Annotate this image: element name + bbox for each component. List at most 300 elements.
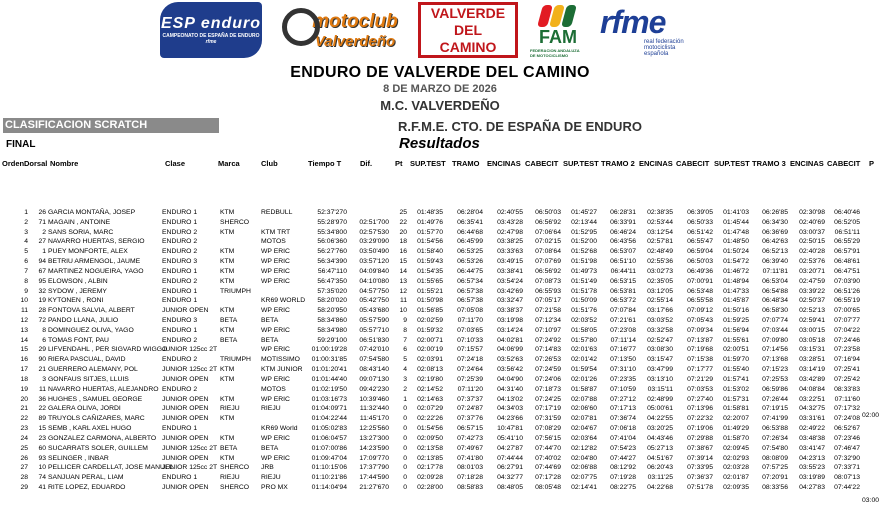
table-cell: 06:47'51 bbox=[834, 267, 860, 275]
table-cell: 01:48'35 bbox=[417, 209, 443, 216]
table-cell: 07:05'43 bbox=[687, 317, 713, 325]
table-cell: BETA bbox=[220, 444, 238, 452]
table-cell: 15 bbox=[399, 258, 407, 266]
table-cell: 22 bbox=[20, 415, 28, 423]
side-value: 02:00 bbox=[862, 412, 880, 419]
table-cell: 01:51'49 bbox=[571, 277, 597, 285]
table-cell: 06:54'88 bbox=[762, 287, 788, 295]
table-cell: 06:44'11 bbox=[610, 267, 636, 275]
classification-banner: CLASIFICACION SCRATCH bbox=[3, 118, 219, 133]
table-cell: KTM bbox=[220, 267, 235, 275]
table-cell: 01:51'98 bbox=[571, 258, 597, 266]
table-cell: 08:01'03 bbox=[457, 464, 483, 472]
table-cell: ELOWSON , ALBIN bbox=[48, 277, 108, 285]
table-cell: 01:58'70 bbox=[723, 434, 749, 442]
table-cell: 08:05'48 bbox=[535, 483, 561, 491]
table-cell: KR69 World bbox=[261, 425, 298, 433]
column-header: ENCINAS bbox=[790, 159, 824, 168]
table-cell: 13:27'300 bbox=[359, 434, 389, 442]
table-cell: 02:53'76 bbox=[799, 258, 825, 266]
table-cell: 07:13'68 bbox=[762, 356, 788, 364]
table-cell: 0 bbox=[403, 425, 407, 433]
table-cell: 04:34'03 bbox=[497, 405, 523, 413]
table-cell: 07:54'80 bbox=[762, 444, 788, 452]
table-cell: 9 bbox=[403, 317, 407, 325]
table-cell: 07:18'28 bbox=[457, 474, 483, 482]
table-cell: RIEJU bbox=[220, 474, 240, 482]
table-cell: 07:19'15 bbox=[762, 405, 788, 413]
event-date: 8 DE MARZO DE 2026 bbox=[383, 83, 497, 95]
table-cell: 57:35'020 bbox=[317, 287, 347, 295]
table-cell: 03:47'99 bbox=[647, 366, 673, 374]
table-cell: 28 bbox=[20, 474, 28, 482]
table-cell: 02:14'41 bbox=[571, 483, 597, 491]
table-cell: WP ERIC bbox=[261, 307, 290, 315]
table-row bbox=[0, 326, 880, 335]
table-cell: 04:51'67 bbox=[647, 454, 673, 462]
table-cell: 06:33'91 bbox=[610, 218, 636, 226]
table-cell: 21 bbox=[38, 366, 46, 374]
table-cell: 06:53'07 bbox=[610, 248, 636, 256]
table-cell: WP ERIC bbox=[261, 395, 290, 403]
table-cell: 01:50'16 bbox=[723, 307, 749, 315]
table-cell: 01:51'76 bbox=[571, 307, 597, 315]
table-cell: 07:11'60 bbox=[834, 395, 860, 403]
table-cell: 07:44'44 bbox=[497, 454, 523, 462]
table-cell: 02:48'99 bbox=[647, 395, 673, 403]
table-cell: 06:55'29 bbox=[834, 238, 860, 246]
table-cell: 01:14:04'94 bbox=[311, 483, 347, 491]
column-header: Nombre bbox=[50, 159, 79, 168]
table-cell: 01:59'54 bbox=[571, 366, 597, 374]
table-cell: 01:00:31'85 bbox=[311, 356, 347, 364]
table-header bbox=[0, 159, 880, 169]
table-cell: MAGAIN , ANTOINE bbox=[48, 218, 111, 226]
table-cell: 07:36'74 bbox=[610, 415, 636, 423]
table-cell: 02:49'22 bbox=[799, 425, 825, 433]
stage-label: FINAL bbox=[6, 139, 36, 150]
table-cell: 07:12'34 bbox=[535, 317, 561, 325]
table-cell: PANDO LLANA, JULIO bbox=[48, 317, 119, 325]
table-cell: 03:42'89 bbox=[799, 375, 825, 383]
table-cell: 03:52'63 bbox=[497, 356, 523, 364]
table-cell: 07:10'97 bbox=[535, 326, 561, 334]
table-cell: ENDURO 2 bbox=[162, 248, 198, 256]
table-cell: 0 bbox=[403, 405, 407, 413]
table-cell: 04:43'46 bbox=[647, 434, 673, 442]
table-cell: 5 bbox=[24, 248, 28, 256]
table-cell: 07:24'87 bbox=[457, 405, 483, 413]
table-cell: 07:25'39 bbox=[457, 375, 483, 383]
table-cell: 02:59'41 bbox=[799, 317, 825, 325]
table-cell: 0 bbox=[403, 454, 407, 462]
table-cell: SEMB , KARL AXEL HUGO bbox=[48, 425, 132, 433]
table-row bbox=[0, 306, 880, 315]
table-cell: RIEJU bbox=[220, 405, 240, 413]
logo-banner bbox=[0, 0, 880, 62]
table-cell: 07:13'50 bbox=[610, 356, 636, 364]
table-cell: 01:04:22'44 bbox=[311, 415, 347, 423]
table-cell: 04:32'77 bbox=[497, 474, 523, 482]
table-row bbox=[0, 287, 880, 296]
table-cell: 8 bbox=[42, 326, 46, 334]
table-cell: 09:07'130 bbox=[359, 375, 389, 383]
table-cell: 58:20'020 bbox=[317, 297, 347, 305]
table-cell: 01:59'43 bbox=[417, 258, 443, 266]
table-cell: 7 bbox=[403, 336, 407, 344]
table-cell: ENDURO 2 bbox=[162, 277, 198, 285]
table-cell: 60 bbox=[38, 444, 46, 452]
table-cell: 02:00'51 bbox=[723, 346, 749, 354]
table-cell: 06:57'34 bbox=[457, 277, 483, 285]
table-cell: 02:09'45 bbox=[723, 444, 749, 452]
table-cell: 02:14'63 bbox=[417, 395, 443, 403]
table-row bbox=[0, 228, 880, 237]
table-cell: 07:42'010 bbox=[359, 346, 389, 354]
table-cell: 07:19'68 bbox=[687, 346, 713, 354]
table-cell: 06:35'41 bbox=[457, 218, 483, 226]
table-cell: 07:23'58 bbox=[834, 346, 860, 354]
table-cell: 02:06'88 bbox=[571, 464, 597, 472]
table-cell: 03:55'23 bbox=[799, 464, 825, 472]
table-cell: 23 bbox=[38, 434, 46, 442]
table-cell: 06:39'40 bbox=[762, 258, 788, 266]
table-cell: 22 bbox=[399, 218, 407, 226]
table-cell: 01:59'70 bbox=[723, 356, 749, 364]
table-cell: ENDURO 1 bbox=[162, 474, 198, 482]
table-cell: 01:51'78 bbox=[571, 287, 597, 295]
table-cell: ENDURO 2 bbox=[162, 238, 198, 246]
rfme-logo: rfme real federación motociclista española bbox=[600, 4, 684, 57]
table-cell: 11:32'440 bbox=[359, 405, 389, 413]
table-cell: 71 bbox=[38, 218, 46, 226]
table-cell: NAVARRO HUERTAS, ALEJANDRO bbox=[48, 385, 159, 393]
table-cell: 07:24'25 bbox=[535, 395, 561, 403]
table-cell: 03:41'47 bbox=[799, 444, 825, 452]
table-cell: 58:34'860 bbox=[317, 317, 347, 325]
table-cell: 01:00:19'28 bbox=[311, 346, 347, 354]
table-cell: 01:03:16'73 bbox=[311, 395, 347, 403]
table-cell: 07:51'78 bbox=[687, 483, 713, 491]
table-cell: JUNIOR 125cc 2T bbox=[162, 346, 218, 354]
table-cell: 02:13'58 bbox=[417, 444, 443, 452]
table-cell: WP ERIC bbox=[261, 267, 290, 275]
table-cell: 01:54'72 bbox=[723, 258, 749, 266]
table-cell: JUNIOR OPEN bbox=[162, 454, 209, 462]
table-row bbox=[0, 355, 880, 364]
table-cell: 10:39'460 bbox=[359, 395, 389, 403]
table-cell: 02:04'67 bbox=[571, 425, 597, 433]
table-cell: TOMAS FONT, PAU bbox=[48, 336, 109, 344]
table-cell: 02:00'19 bbox=[417, 346, 443, 354]
table-row bbox=[0, 424, 880, 433]
table-cell: 06:58'30 bbox=[762, 307, 788, 315]
table-cell: 06:59'04 bbox=[687, 248, 713, 256]
table-cell: 9 bbox=[24, 287, 28, 295]
table-row bbox=[0, 336, 880, 345]
table-cell: KTM bbox=[220, 277, 235, 285]
table-cell: 11:45'170 bbox=[359, 415, 389, 423]
table-cell: 03:38'41 bbox=[497, 267, 523, 275]
table-cell: 8 bbox=[403, 326, 407, 334]
table-cell: KTM bbox=[220, 454, 235, 462]
column-header: Marca bbox=[218, 159, 240, 168]
column-header: ENCINAS bbox=[639, 159, 673, 168]
table-row bbox=[0, 316, 880, 325]
table-cell: 07:08'29 bbox=[535, 425, 561, 433]
table-cell: 36 bbox=[38, 395, 46, 403]
table-cell: 23 bbox=[20, 425, 28, 433]
table-cell: 06:55'58 bbox=[687, 297, 713, 305]
table-cell: 26 bbox=[38, 209, 46, 216]
table-cell: 06:39'05 bbox=[687, 209, 713, 216]
table-cell: ENDURO 1 bbox=[162, 326, 198, 334]
table-cell: 02:02'93 bbox=[723, 454, 749, 462]
table-cell: 01:57'31 bbox=[723, 395, 749, 403]
table-cell: 06:34'30 bbox=[762, 218, 788, 226]
table-cell: 02:07'75 bbox=[571, 474, 597, 482]
table-cell: 03:00'37 bbox=[799, 228, 825, 236]
table-cell: DOMINGUEZ OLIVA, YAGO bbox=[48, 326, 134, 334]
table-cell: 02:13'85 bbox=[417, 454, 443, 462]
table-cell: 04:31'40 bbox=[497, 385, 523, 393]
table-cell: 01:52'68 bbox=[571, 248, 597, 256]
table-cell: 07:17'77 bbox=[687, 366, 713, 374]
table-cell: 07:37'37 bbox=[457, 395, 483, 403]
table-cell: 3 bbox=[403, 375, 407, 383]
table-row bbox=[0, 375, 880, 384]
table-cell: 02:07'81 bbox=[571, 415, 597, 423]
table-cell: 01:57'70 bbox=[417, 228, 443, 236]
table-cell: KTM bbox=[220, 209, 235, 216]
table-cell: 03:00'15 bbox=[799, 326, 825, 334]
table-cell: 08:48'05 bbox=[497, 483, 523, 491]
table-cell: 56:27'760 bbox=[317, 248, 347, 256]
table-cell: 07:33'95 bbox=[687, 464, 713, 472]
table-cell: 06:36'69 bbox=[762, 228, 788, 236]
table-cell: SUCARRATS SOLER, GUILLEM bbox=[48, 444, 148, 452]
table-cell: 07:23'46 bbox=[834, 434, 860, 442]
table-cell: 0 bbox=[403, 474, 407, 482]
table-cell: 20 bbox=[399, 228, 407, 236]
event-organizer: M.C. VALVERDEÑO bbox=[380, 98, 500, 113]
table-cell: 02:51'700 bbox=[359, 218, 389, 226]
table-cell: KTM bbox=[220, 434, 235, 442]
table-cell: 02:38'35 bbox=[647, 209, 673, 216]
table-row bbox=[0, 345, 880, 354]
table-cell: 11 bbox=[38, 385, 46, 393]
table-cell: 07:54'23 bbox=[610, 444, 636, 452]
table-cell: 02:01'87 bbox=[723, 474, 749, 482]
table-cell: PRO MX bbox=[261, 483, 288, 491]
table-cell: 06:49'36 bbox=[687, 267, 713, 275]
table-cell: 22 bbox=[38, 405, 46, 413]
table-cell: 32 bbox=[38, 287, 46, 295]
table-cell: 01:50'98 bbox=[417, 297, 443, 305]
table-cell: 07:54'580 bbox=[359, 356, 389, 364]
table-cell: 0 bbox=[403, 415, 407, 423]
table-cell: 07:24'64 bbox=[457, 366, 483, 374]
column-header: CABECIT bbox=[827, 159, 861, 168]
table-cell: 07:14'56 bbox=[762, 346, 788, 354]
table-cell: BETA bbox=[220, 317, 238, 325]
table-cell: 06:28'04 bbox=[457, 209, 483, 216]
table-cell: 07:03'53 bbox=[687, 385, 713, 393]
table-row bbox=[0, 444, 880, 453]
table-cell: 06:51'26 bbox=[834, 287, 860, 295]
table-cell: 04:22'68 bbox=[647, 483, 673, 491]
table-cell: SANJUAN PERAL, LIAM bbox=[48, 474, 124, 482]
fam-mark-icon bbox=[538, 5, 578, 27]
table-cell: 03:22'51 bbox=[799, 395, 825, 403]
table-cell: 07:07'69 bbox=[535, 258, 561, 266]
column-header: Dorsal bbox=[24, 159, 48, 168]
table-cell: 07:19'28 bbox=[610, 474, 636, 482]
table-cell: 07:29'88 bbox=[687, 434, 713, 442]
table-cell: 10 bbox=[20, 297, 28, 305]
table-cell: 6 bbox=[24, 258, 28, 266]
table-cell: 08:33'56 bbox=[762, 483, 788, 491]
table-cell: 04:10'080 bbox=[359, 277, 389, 285]
table-cell: KTM bbox=[220, 375, 235, 383]
table-cell: ENDURO 1 bbox=[162, 425, 198, 433]
table-cell: 07:16'77 bbox=[610, 346, 636, 354]
table-cell: KYTONEN , RONI bbox=[48, 297, 104, 305]
column-header: SUP.TEST bbox=[714, 159, 750, 168]
table-cell: 07:08'73 bbox=[535, 277, 561, 285]
table-cell: 07:56'15 bbox=[535, 434, 561, 442]
table-cell: 07:46'47 bbox=[834, 444, 860, 452]
table-cell: 05:57'590 bbox=[359, 317, 389, 325]
table-cell: 1 bbox=[403, 395, 407, 403]
table-cell: 09:42'230 bbox=[359, 385, 389, 393]
table-cell: JUNIOR 125cc 2T bbox=[162, 366, 218, 374]
column-header: SUP.TEST bbox=[410, 159, 446, 168]
table-cell: 03:33'63 bbox=[497, 248, 523, 256]
table-cell: SHERCO bbox=[220, 464, 250, 472]
table-cell: 08:58'83 bbox=[457, 483, 483, 491]
table-cell: 01:52'95 bbox=[571, 228, 597, 236]
table-cell: 07:10'33 bbox=[457, 336, 483, 344]
table-cell: 4 bbox=[24, 238, 28, 246]
table-row bbox=[0, 404, 880, 413]
table-cell: 03:15'31 bbox=[799, 346, 825, 354]
table-cell: 02:30'98 bbox=[799, 209, 825, 216]
table-cell: WP ERIC bbox=[261, 346, 290, 354]
table-cell: 02:12'82 bbox=[571, 444, 597, 452]
table-cell: 06:53'48 bbox=[687, 287, 713, 295]
table-cell: 17:44'590 bbox=[359, 474, 389, 482]
table-cell: 07:24'18 bbox=[457, 356, 483, 364]
table-cell: 02:03'52 bbox=[571, 317, 597, 325]
table-cell: 07:07'84 bbox=[610, 307, 636, 315]
table-cell: 03:11'25 bbox=[647, 474, 673, 482]
column-header: TRAMO 2 bbox=[601, 159, 635, 168]
table-cell: 01:10:15'06 bbox=[311, 464, 347, 472]
table-cell: 12 bbox=[20, 317, 28, 325]
table-cell: 89 bbox=[38, 415, 46, 423]
table-cell: 17 bbox=[20, 366, 28, 374]
table-cell: 03:14'24 bbox=[497, 326, 523, 334]
table-cell: JRB bbox=[261, 464, 274, 472]
table-cell: 25 bbox=[399, 209, 407, 216]
table-cell: 03:32'58 bbox=[647, 326, 673, 334]
table-cell: 07:41'04 bbox=[610, 434, 636, 442]
table-cell: 07:09'12 bbox=[687, 307, 713, 315]
table-cell: 56:06'360 bbox=[317, 238, 347, 246]
table-cell: 01:50'24 bbox=[723, 248, 749, 256]
table-cell: RITE LOPEZ, EDUARDO bbox=[48, 483, 126, 491]
column-header: ENCINAS bbox=[487, 159, 521, 168]
table-cell: 03:17'66 bbox=[647, 307, 673, 315]
table-cell: FONTOVA SALVIA, ALBERT bbox=[48, 307, 135, 315]
table-cell: WP ERIC bbox=[261, 454, 290, 462]
table-cell: 07:27'12 bbox=[610, 395, 636, 403]
table-cell: 08:07'13 bbox=[834, 474, 860, 482]
table-cell: 01:50'09 bbox=[571, 297, 597, 305]
table-cell: JUNIOR OPEN bbox=[162, 395, 209, 403]
table-cell: 08:22'75 bbox=[610, 483, 636, 491]
table-cell: JUNIOR 125cc 2T bbox=[162, 464, 218, 472]
table-cell: JUNIOR OPEN bbox=[162, 415, 209, 423]
table-cell: 05:41'10 bbox=[497, 434, 523, 442]
table-cell: 05:43'680 bbox=[359, 307, 389, 315]
fam-logo: FAM FEDERACION ANDALUZA DE MOTOCICLISMO bbox=[530, 2, 586, 60]
table-cell: 90 bbox=[38, 356, 46, 364]
table-cell: 07:05'17 bbox=[535, 297, 561, 305]
column-header: Orden bbox=[2, 159, 25, 168]
table-cell: BETA bbox=[261, 444, 279, 452]
table-cell: 06:44'75 bbox=[457, 267, 483, 275]
table-cell: 04:04'90 bbox=[497, 375, 523, 383]
table-cell: 01:10:21'86 bbox=[311, 474, 347, 482]
table-cell: 55:34'800 bbox=[317, 228, 347, 236]
table-cell: 06:53'04 bbox=[762, 277, 788, 285]
table-cell: 07:26'53 bbox=[535, 356, 561, 364]
table-cell: 07:22'32 bbox=[687, 415, 713, 423]
table-cell: 05:27'13 bbox=[647, 444, 673, 452]
table-cell: 07:11'70 bbox=[457, 317, 483, 325]
table-cell: 07:41'99 bbox=[762, 415, 788, 423]
table-cell: 06:53'25 bbox=[457, 248, 483, 256]
table-cell: 07:25'53 bbox=[762, 375, 788, 383]
table-cell: 08:33'83 bbox=[834, 385, 860, 393]
table-cell: 0 bbox=[403, 483, 407, 491]
table-cell: 07:10'59 bbox=[610, 385, 636, 393]
table-cell: 01:49'76 bbox=[417, 218, 443, 226]
table-cell: 01:06:04'57 bbox=[311, 434, 347, 442]
table-cell: BETA bbox=[261, 317, 279, 325]
table-row bbox=[0, 257, 880, 266]
table-cell: 41 bbox=[38, 483, 46, 491]
table-cell: 07:20'91 bbox=[762, 474, 788, 482]
table-cell: 01:01:20'41 bbox=[311, 366, 347, 374]
table-cell: SHERCO bbox=[220, 218, 250, 226]
table-cell: 03:32'47 bbox=[497, 297, 523, 305]
table-cell: 01:47'48 bbox=[723, 228, 749, 236]
table-cell: 06:53'81 bbox=[610, 287, 636, 295]
table-cell: 07:27'40 bbox=[687, 395, 713, 403]
table-cell: 06:40'46 bbox=[834, 209, 860, 216]
table-cell: 02:40'69 bbox=[799, 218, 825, 226]
table-cell: 04:27'87 bbox=[497, 444, 523, 452]
table-cell: 14:23'590 bbox=[359, 444, 389, 452]
table-cell: 02:14'52 bbox=[417, 385, 443, 393]
table-cell: 07:17'28 bbox=[535, 474, 561, 482]
table-row bbox=[0, 365, 880, 374]
table-cell: NAVARRO HUERTAS, SERGIO bbox=[48, 238, 145, 246]
table-cell: 07:44'70 bbox=[535, 444, 561, 452]
